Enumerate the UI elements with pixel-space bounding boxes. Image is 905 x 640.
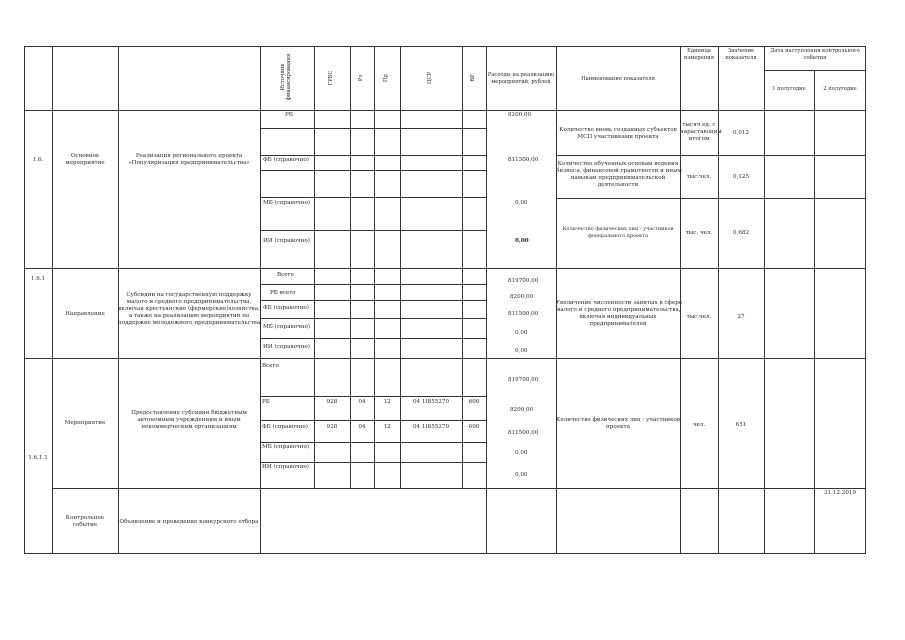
row-line — [260, 197, 486, 198]
row-line — [556, 155, 866, 156]
value-text: 0,125 — [732, 174, 749, 180]
col-line — [486, 46, 487, 554]
row-line — [260, 318, 486, 319]
source-label: ФБ (справочно) — [263, 305, 309, 311]
control-name: Объявление и проведение конкурсного отбора — [119, 519, 259, 525]
pr-code: 12 — [383, 424, 391, 430]
source-label: РБ — [285, 112, 293, 118]
row-line — [260, 230, 486, 231]
amount: 0,00 — [515, 330, 528, 336]
col-line — [462, 46, 463, 488]
amount: 0,00 — [515, 200, 528, 206]
row-line — [260, 284, 486, 285]
amount: 0,00 — [515, 238, 529, 244]
value-text: 651 — [735, 422, 747, 428]
row-line — [260, 128, 486, 129]
rz-code: 04 — [358, 399, 366, 405]
col-line — [814, 70, 815, 554]
header-rz: Рз — [358, 74, 364, 82]
row-line — [260, 300, 486, 301]
unit-text: тыс. чел. — [685, 230, 713, 236]
row-line — [260, 338, 486, 339]
source-label: ИИ (справочно) — [263, 344, 310, 350]
header-deadline: Дата наступления контрольного события — [770, 48, 860, 61]
control-type: Контрольное событие — [65, 515, 105, 528]
source-label: ФБ (справочно) — [263, 157, 309, 163]
amount: 8200,00 — [508, 112, 532, 118]
row-line — [556, 198, 866, 199]
col-line — [52, 46, 53, 554]
row-line — [24, 358, 866, 359]
row-type: Направление — [65, 311, 105, 317]
source-label: РБ — [262, 399, 270, 405]
amount: 8200,00 — [510, 294, 534, 300]
indicator-text: Количество физических лиц - участников проекта — [556, 417, 681, 430]
value-text: 0,012 — [732, 130, 749, 136]
source-label: МБ (справочно) — [263, 200, 311, 206]
row-line — [52, 488, 866, 489]
row-line — [24, 110, 866, 111]
value-text: 27 — [737, 314, 745, 320]
row-line — [764, 70, 866, 71]
amount: 819700,00 — [508, 377, 539, 383]
amount: 0,00 — [515, 450, 528, 456]
row-line — [260, 396, 486, 397]
row-number: 1.6. — [32, 157, 44, 163]
header-unit: Единица измерения — [684, 48, 714, 61]
header-half1: 1 полугодие — [772, 86, 806, 92]
csr-code: 04 1I855270 — [412, 424, 450, 430]
indicator-text: Количество вновь созданных субъектов МСП участниками проекта — [559, 127, 677, 140]
indicator-text: Количество обученных основам ведения бизнеса, финансовой грамотности и иным навыкам предпринимательской деятельности — [556, 161, 682, 188]
grbs-code: 928 — [326, 424, 338, 430]
vr-code: 600 — [468, 424, 480, 430]
source-label: МБ (справочно) — [263, 324, 311, 330]
amount: 811500,00 — [508, 430, 539, 436]
row-name: Реализация регионального проекта «Популяризация предпринимательства» — [128, 153, 250, 166]
header-pr: Пр — [383, 74, 389, 82]
header-grbs: ГРБС — [328, 70, 334, 86]
row-line — [260, 442, 486, 443]
csr-code: 04 1I855270 — [412, 399, 450, 405]
col-line — [314, 46, 315, 488]
source-label: Всего — [262, 363, 279, 369]
row-type: Мероприятие — [64, 420, 106, 426]
source-label: РБ всего — [270, 290, 296, 296]
row-number: 1.6.1.1 — [28, 455, 48, 461]
col-line — [764, 46, 765, 554]
header-expenses: Расходы на реализацию мероприятий, рублей — [487, 72, 555, 85]
header-indicator: Наименование показателя — [581, 76, 655, 82]
grbs-code: 928 — [326, 399, 338, 405]
row-line — [260, 170, 486, 171]
col-line — [400, 46, 401, 488]
col-line — [374, 46, 375, 488]
row-line — [260, 462, 486, 463]
row-line — [24, 268, 866, 269]
control-date: 31.12.2019 — [823, 490, 857, 496]
amount: 811500,00 — [508, 157, 539, 163]
unit-text: чел. — [692, 422, 706, 428]
row-line — [260, 420, 486, 421]
header-source: Источник финансирования — [280, 53, 293, 101]
indicator-text: Количество физических лиц - участников федерального проекта — [562, 226, 674, 239]
value-text: 0,682 — [732, 230, 749, 236]
rz-code: 04 — [358, 424, 366, 430]
amount: 811500,00 — [508, 311, 539, 317]
amount: 0,00 — [515, 348, 528, 354]
unit-text: тыс.чел. — [686, 314, 712, 320]
amount: 8200,00 — [510, 407, 534, 413]
source-label: ИИ (справочно) — [263, 238, 310, 244]
unit-text: тысяч ед. с нарастающим итогом — [680, 122, 722, 142]
source-label: Всего — [277, 272, 294, 278]
amount: 0,00 — [515, 472, 528, 478]
source-label: МБ (справочно) — [262, 444, 310, 450]
row-number: 1.6.1 — [30, 276, 46, 282]
row-line — [260, 155, 486, 156]
unit-text: тыс.чел. — [686, 174, 712, 180]
row-name: Субсидии на государственную поддержку малого и среднего предпринимательства, включая крестьянские (фермерские)хозяйства, а также на реализацию мероприятий по поддержке молодежного предпринимательства — [118, 292, 261, 326]
col-line — [350, 46, 351, 488]
row-type: Основное мероприятие — [65, 153, 105, 166]
pr-code: 12 — [383, 399, 391, 405]
header-half2: 2 полугодие — [823, 86, 857, 92]
row-name: Предоставление субсидии бюджетным автономным учреждениям и иным некоммерческим организациям — [131, 410, 247, 430]
vr-code: 600 — [468, 399, 480, 405]
col-line — [718, 46, 719, 554]
source-label: ФБ (справочно) — [262, 424, 308, 430]
amount: 819700,00 — [508, 278, 539, 284]
source-label: ИИ (справочно) — [262, 464, 309, 470]
header-csr: ЦСР — [427, 72, 433, 84]
header-vr: ВР — [470, 74, 476, 82]
header-value: Значение показателя — [725, 48, 757, 61]
indicator-text: Увеличение численности занятых в сфере малого и среднего предпринимательства, включая индивидуальных предпринимателей — [556, 300, 683, 327]
